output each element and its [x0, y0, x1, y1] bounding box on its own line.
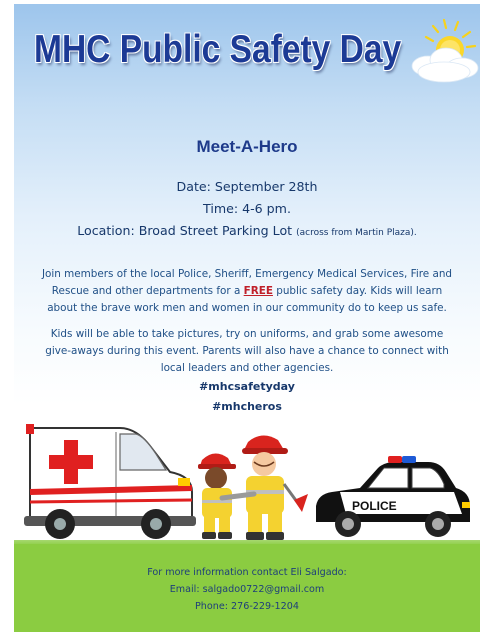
sun-cloud-icon — [400, 14, 480, 94]
location-note: (across from Martin Plaza). — [296, 228, 417, 238]
contact-email: Email: salgado0722@gmail.com — [169, 584, 325, 595]
ambulance-illustration — [24, 420, 196, 542]
body-text — [38, 266, 456, 417]
police-car-illustration — [312, 454, 474, 544]
contact-heading: For more information contact Eli Salgado: — [147, 567, 347, 578]
event-details — [14, 176, 480, 244]
free-emphasis: FREE — [243, 285, 273, 297]
headline: MHC Public Safety Day — [34, 28, 402, 71]
subtitle: Meet-A-Hero — [196, 137, 298, 156]
contact-info — [14, 564, 480, 615]
location-line — [14, 220, 480, 244]
firefighter-adult-icon — [242, 435, 308, 540]
paragraph-1-start: Join members of the local Police, Sheriff, Emergency Medical Services, Fire and Rescue and other departments for a — [41, 268, 453, 297]
date-line: Date: September 28th — [176, 179, 318, 194]
police-label: POLICE — [352, 499, 397, 513]
hashtag-1: #mhcsafetyday — [199, 380, 295, 393]
paragraph-1 — [38, 266, 456, 317]
cloud-icon — [412, 48, 478, 82]
paragraph-2: Kids will be able to take pictures, try on uniforms, and grab some awesome give-aways during this event. Parents will also have a chance to connect with local leaders and other agencies. — [45, 328, 449, 374]
firefighters-illustration — [192, 430, 312, 544]
hashtag-2: #mhcheros — [212, 400, 282, 413]
flyer-frame — [14, 4, 480, 632]
firefighter-child-icon — [198, 453, 254, 539]
time-line: Time: 4-6 pm. — [203, 201, 291, 216]
paragraph-1-end: public safety day. Kids will learn about the brave work men and women in our community do to keep us safe. — [47, 285, 447, 314]
location-label: Location: Broad Street Parking Lot — [77, 223, 293, 238]
contact-phone: Phone: 276-229-1204 — [195, 601, 299, 612]
